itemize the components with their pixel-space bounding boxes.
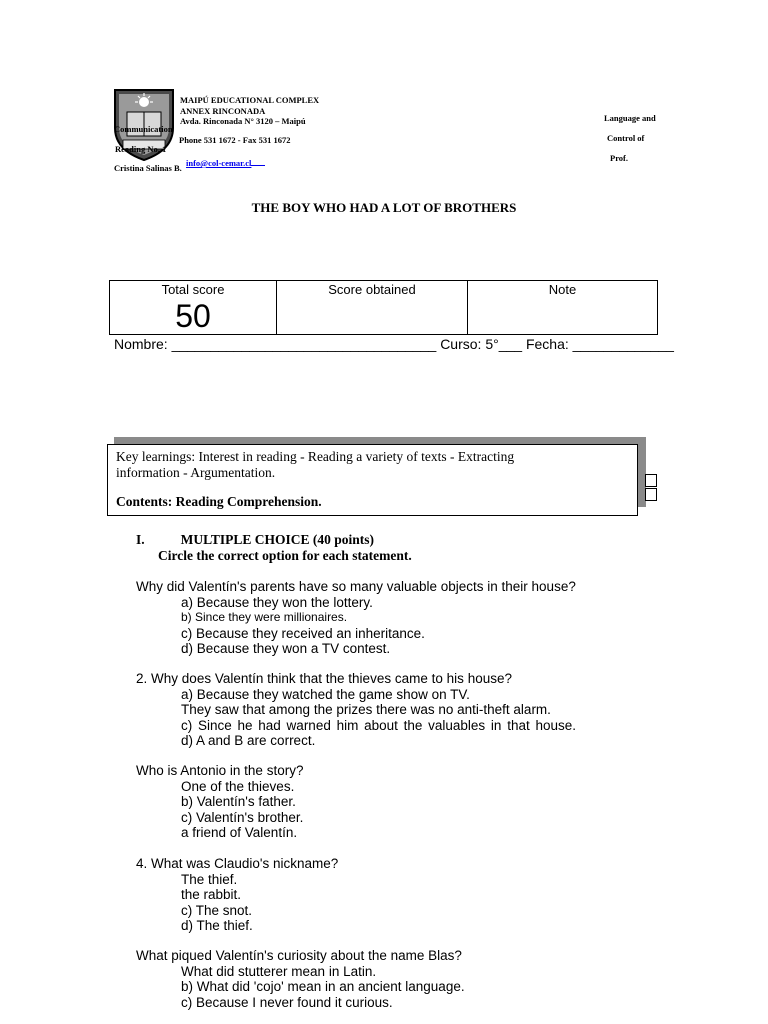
total-score-cell — [110, 281, 277, 334]
option-a[interactable]: What did stutterer mean in Latin. — [181, 963, 377, 979]
question-stem — [136, 671, 589, 687]
option-c[interactable]: c) Since he had warned him about the valuables in that house. — [181, 717, 576, 733]
stem-word: story? — [266, 763, 304, 778]
option-b[interactable]: the rabbit. — [181, 887, 242, 902]
right-header-line-3: Prof. — [610, 153, 629, 163]
total-score-label: Total score — [161, 282, 225, 297]
question-4 — [136, 856, 360, 934]
stem-word: is — [167, 763, 178, 778]
option-d[interactable]: d) Because they won a TV contest. — [181, 641, 391, 656]
section-heading — [136, 532, 374, 548]
section-numeral: I. — [136, 532, 145, 547]
school-annex: ANNEX RINCONADA — [180, 105, 266, 116]
stem-word: thieves — [348, 671, 392, 686]
option-a[interactable]: a) Because they watched the game show on TV. — [181, 686, 470, 702]
question-2 — [136, 671, 589, 749]
note-cell[interactable] — [468, 281, 657, 334]
side-checkbox-2[interactable] — [645, 488, 657, 501]
stem-word: name — [390, 948, 425, 963]
section-instruction: Circle the correct option for each statement. — [158, 548, 412, 563]
total-score-value: 50 — [175, 298, 211, 334]
score-obtained-label: Score obtained — [328, 282, 416, 297]
option-c[interactable]: c) Because I never found it curious. — [181, 994, 393, 1010]
stem-word: Who — [136, 763, 164, 778]
option-b[interactable]: b) What did 'cojo' mean in an ancient language. — [181, 979, 465, 994]
stem-word: Why — [151, 671, 179, 686]
stem-word: house? — [467, 671, 512, 686]
stem-word: came — [394, 671, 428, 686]
right-header-line-2: Control of — [607, 133, 645, 143]
student-info-line[interactable]: Nombre: __________________________________ Curso: 5°___ Fecha: _____________ — [114, 336, 674, 352]
stem-word: piqued — [171, 948, 212, 963]
option-c[interactable]: c) The snot. — [181, 902, 253, 918]
stem-word: the — [368, 948, 387, 963]
option-a[interactable]: The thief. — [181, 871, 238, 887]
question-3 — [136, 763, 340, 841]
school-email-link[interactable]: info@col-cemar.cl — [186, 158, 252, 168]
option-a[interactable]: a) Because they won the lottery. — [181, 594, 373, 610]
option-d[interactable]: d) A and B are correct. — [181, 733, 316, 748]
option-d[interactable]: d) The thief. — [181, 918, 253, 933]
side-checkbox-1[interactable] — [645, 474, 657, 487]
stem-word: about — [330, 948, 365, 963]
stem-word: 2. — [136, 671, 148, 686]
school-address: Avda. Rinconada N° 3120 – Maipú — [180, 116, 306, 126]
option-d[interactable]: a friend of Valentín. — [181, 825, 298, 840]
stem-word: the — [325, 671, 345, 686]
stem-word: think — [267, 671, 296, 686]
stem-word: Blas? — [428, 948, 462, 963]
question-1 — [136, 579, 576, 657]
question-5 — [136, 948, 515, 1010]
option-b[interactable]: b) Since they were millionaires. — [181, 610, 348, 624]
learning-objectives-box — [107, 444, 638, 516]
stem-word: nickname? — [272, 856, 339, 871]
option-b[interactable]: They saw that among the prizes there was no anti-theft alarm. — [181, 702, 551, 717]
stem-word: that — [299, 671, 322, 686]
school-phone: Phone 531 1672 - Fax 531 1672 — [179, 135, 291, 145]
key-learnings-line-2: information - Argumentation. — [116, 464, 276, 480]
option-c[interactable]: c) Because they received an inheritance. — [181, 625, 425, 641]
stem-word: was — [186, 856, 211, 871]
subject-label: Communication — [114, 124, 173, 134]
stem-word: What — [151, 856, 183, 871]
stem-word: in — [229, 763, 241, 778]
stem-word: Antonio — [180, 763, 227, 778]
teacher-name: Cristina Salinas B. — [114, 163, 182, 173]
stem-word: 4. — [136, 856, 148, 871]
option-c[interactable]: c) Valentín's brother. — [181, 809, 304, 825]
stem-word: does — [181, 671, 212, 686]
right-header-line-1: Language and — [604, 113, 656, 123]
stem-word: What — [136, 948, 168, 963]
score-obtained-cell[interactable] — [277, 281, 468, 334]
section-title: MULTIPLE CHOICE (40 points) — [180, 532, 375, 547]
option-a[interactable]: One of the thieves. — [181, 778, 295, 794]
stem-word: his — [446, 671, 464, 686]
school-name: MAIPÚ EDUCATIONAL COMPLEX — [180, 95, 320, 105]
document-title: THE BOY WHO HAD A LOT OF BROTHERS — [251, 200, 517, 215]
stem-word: curiosity — [277, 948, 327, 963]
contents-line: Contents: Reading Comprehension. — [116, 494, 322, 509]
key-learnings-line-1: Key learnings: Interest in reading - Reading a variety of texts - Extracting — [116, 449, 515, 464]
school-info — [180, 95, 319, 127]
question-stem — [136, 948, 515, 964]
score-table — [109, 280, 658, 335]
stem-word: Valentín — [214, 671, 264, 686]
reading-number: Reading No. 1 — [115, 144, 167, 154]
stem-word: the — [244, 763, 263, 778]
question-stem — [136, 856, 360, 872]
stem-word: Claudio's — [214, 856, 270, 871]
note-label: Note — [548, 282, 577, 297]
question-stem: Why did Valentín's parents have so many valuable objects in their house? — [136, 579, 576, 594]
option-b[interactable]: b) Valentín's father. — [181, 794, 296, 809]
question-stem — [136, 763, 340, 779]
stem-word: Valentín's — [215, 948, 274, 963]
stem-word: to — [431, 671, 443, 686]
